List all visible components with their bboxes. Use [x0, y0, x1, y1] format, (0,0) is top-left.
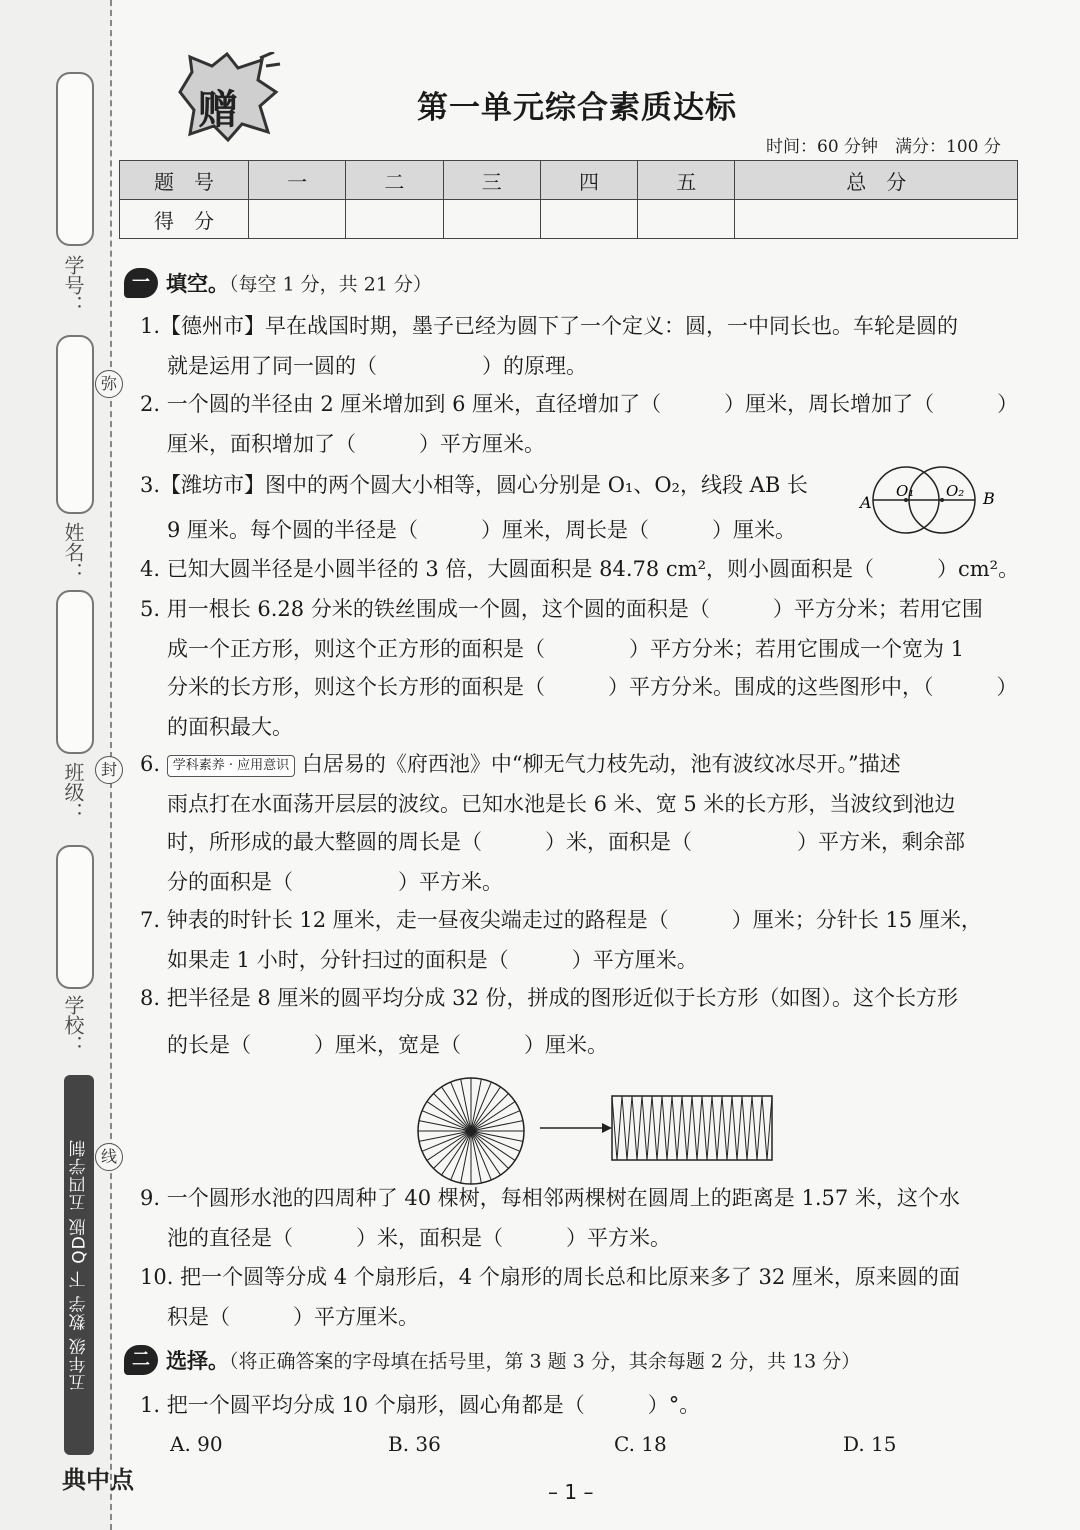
section-note: （将正确答案的字母填在括号里，第 3 题 3 分，其余每题 2 分，共 13 分） [229, 1350, 861, 1373]
circle-to-rectangle-figure [416, 1076, 776, 1186]
question-line: 如果走 1 小时，分针扫过的面积是（ ）平方厘米。 [167, 948, 698, 972]
sector-line [434, 1131, 471, 1168]
score-cell[interactable] [638, 200, 735, 239]
sector-line [434, 1094, 471, 1131]
two-circles-figure [856, 466, 1006, 538]
sector-line [471, 1094, 508, 1131]
class-box[interactable] [56, 590, 94, 754]
student-id-box[interactable] [56, 72, 94, 246]
question-line: 9. 一个圆形水池的四周种了 40 棵树，每相邻两棵树在圆周上的距离是 1.57 米，这个水 [140, 1186, 960, 1210]
seal-mi: 弥 [95, 370, 123, 398]
school-label: 学校： [61, 995, 85, 1055]
school-box[interactable] [56, 845, 94, 989]
score-cell[interactable] [735, 200, 1018, 239]
question-line: 2. 一个圆的半径由 2 厘米增加到 6 厘米，直径增加了（ ）厘米，周长增加了（ ） [140, 392, 1019, 416]
option-b[interactable]: B. 36 [388, 1432, 441, 1456]
label-o2: O₂ [946, 482, 965, 500]
section-number: 一 [124, 268, 158, 298]
question-line: 厘米，面积增加了（ ）平方厘米。 [167, 432, 545, 456]
seal-xian: 线 [95, 1143, 123, 1171]
badge-label: 赠 [198, 87, 238, 133]
question-line: 就是运用了同一圆的（ ）的原理。 [167, 354, 587, 378]
question-line: 分米的长方形，则这个长方形的面积是（ ）平方分米。围成的这些图形中，（ ） [167, 675, 1018, 699]
page-title: 第一单元综合素质达标 [417, 90, 737, 126]
question-line: 积是（ ）平方厘米。 [167, 1305, 419, 1329]
question-line: 9 厘米。每个圆的半径是（ ）厘米，周长是（ ）厘米。 [167, 518, 797, 542]
section-title: 填空。 [166, 272, 229, 296]
question-line: 的长是（ ）厘米，宽是（ ）厘米。 [167, 1033, 608, 1057]
question-line: 雨点打在水面荡开层层的波纹。已知水池是长 6 米、宽 5 米的长方形，当波纹到池边 [167, 792, 956, 816]
publisher-logo: 典中点 [62, 1466, 134, 1494]
label-a: A [860, 493, 872, 512]
question-line: 4. 已知大圆半径是小圆半径的 3 倍，大圆面积是 84.78 cm²，则小圆面积是（ ）cm²。 [140, 557, 1020, 581]
class-label: 班级： [61, 762, 85, 822]
question-line: 成一个正方形，则这个正方形的面积是（ ）平方分米；若用它围成一个宽为 1 [167, 637, 965, 661]
exam-meta: 时间：60 分钟 满分：100 分 [766, 137, 1001, 157]
student-id-label: 学号： [61, 255, 85, 315]
table-col-5: 五 [638, 161, 735, 200]
question-line: 的面积最大。 [167, 715, 293, 739]
score-cell[interactable] [249, 200, 346, 239]
option-c[interactable]: C. 18 [614, 1432, 667, 1456]
question-6-text: 白居易的《府西池》中“柳无气力枝先动，池有波纹冰尽开。”描述 [301, 752, 901, 776]
section-2-header [124, 1345, 860, 1375]
competency-tag: 学科素养 · 应用意识 [167, 755, 295, 777]
question-line [140, 744, 901, 784]
score-cell[interactable] [540, 200, 637, 239]
question-line: 3.【潍坊市】图中的两个圆大小相等，圆心分别是 O₁、O₂，线段 AB 长 [140, 473, 808, 497]
score-cell[interactable] [346, 200, 443, 239]
question-line: 分的面积是（ ）平方米。 [167, 870, 503, 894]
table-header-label: 题 号 [120, 161, 249, 200]
label-o1: O₁ [896, 482, 915, 500]
option-a[interactable]: A. 90 [170, 1432, 223, 1456]
table-col-total: 总 分 [735, 161, 1018, 200]
table-col-1: 一 [249, 161, 346, 200]
question-line: 7. 钟表的时针长 12 厘米，走一昼夜尖端走过的路程是（ ）厘米；分针长 15 厘米， [140, 908, 982, 932]
name-label: 姓名： [61, 522, 85, 582]
name-box[interactable] [56, 335, 94, 514]
section-note: （每空 1 分，共 21 分） [229, 273, 432, 296]
question-line: 时，所形成的最大整圆的周长是（ ）米，面积是（ ）平方米，剩余部 [167, 830, 965, 854]
page-number: – 1 – [548, 1480, 594, 1504]
book-info-bar: 五年级 数学 下 QD版 五四学制 [64, 1075, 94, 1455]
question-line: 5. 用一根长 6.28 分米的铁丝围成一个圆，这个圆的面积是（ ）平方分米；若用它围 [140, 597, 983, 621]
table-col-4: 四 [540, 161, 637, 200]
question-line: 10. 把一个圆等分成 4 个扇形后，4 个扇形的周长总和比原来多了 32 厘米，原来圆的面 [140, 1265, 960, 1289]
label-b: B [983, 489, 995, 508]
question-line: 8. 把半径是 8 厘米的圆平均分成 32 份，拼成的图形近似于长方形（如图）。这个长方形 [140, 986, 958, 1010]
option-d[interactable]: D. 15 [843, 1432, 897, 1456]
question-line: 1.【德州市】早在战国时期，墨子已经为圆下了一个定义：圆，一中同长也。车轮是圆的 [140, 314, 959, 338]
table-col-3: 三 [443, 161, 540, 200]
question-line: 1. 把一个圆平均分成 10 个扇形，圆心角都是（ ）°。 [140, 1393, 701, 1417]
question-6-number: 6. [140, 752, 161, 776]
section-title: 选择。 [166, 1349, 229, 1373]
section-1-header [124, 268, 432, 298]
score-table [119, 160, 1018, 239]
score-cell[interactable] [443, 200, 540, 239]
table-score-label: 得 分 [120, 200, 249, 239]
table-col-2: 二 [346, 161, 443, 200]
question-line: 池的直径是（ ）米，面积是（ ）平方米。 [167, 1226, 671, 1250]
seal-feng: 封 [95, 756, 123, 784]
sector-line [471, 1131, 508, 1168]
section-number: 二 [124, 1345, 158, 1375]
